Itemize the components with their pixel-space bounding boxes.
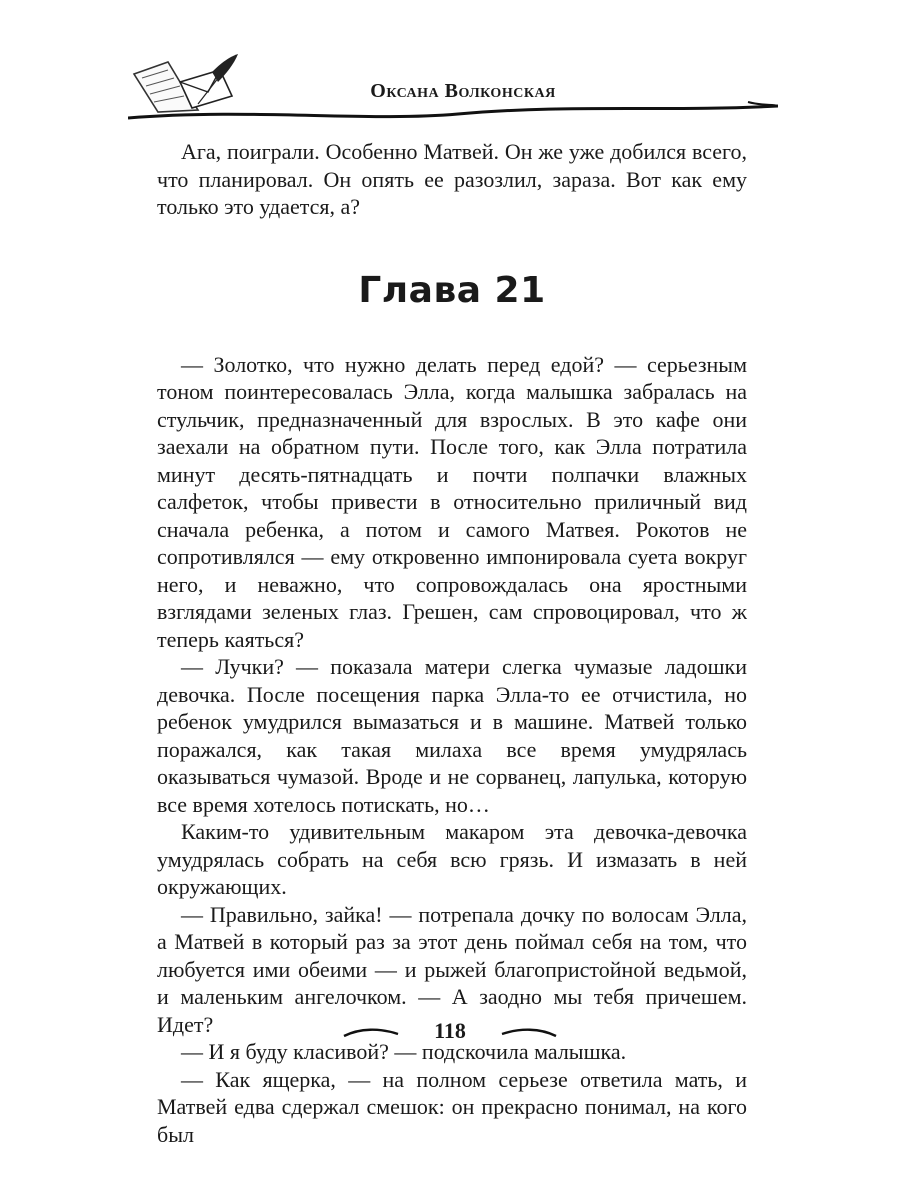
page-body	[157, 138, 747, 1148]
running-header	[128, 52, 778, 124]
paragraph: — Правильно, зайка! — потрепала дочку по волосам Элла, а Матвей в который раз за этот день поймал себя на том, что любуется ими обеими — и рыжей благопристойной ведьмой, и маленьким ангелочком. — А заодно мы тебя причешем. Идет?	[157, 901, 747, 1037]
author-name: Оксана Волконская	[370, 80, 556, 102]
paragraph: — И я буду класивой? — подскочила малышка.	[181, 1039, 627, 1064]
intro-paragraph: Ага, поиграли. Особенно Матвей. Он же уже добился всего, что планировал. Он опять ее разозлил, зараза. Вот как ему только это удается, а?	[157, 139, 747, 219]
paragraph: — Как ящерка, — на полном серьезе ответила мать, и Матвей едва сдержал смешок: он прекрасно понимал, на кого был	[157, 1066, 747, 1147]
chapter-title: Глава 21	[358, 269, 546, 311]
paragraph: — Золотко, что нужно делать перед едой? — серьезным тоном поинтересовалась Элла, когда малышка забралась на стульчик, предназначенный для взрослых. В это кафе они заехали на обратном пути. После того, как Элла потратила минут десять-пятнадцать и почти полпачки влажных салфеток, чтобы привести в относительно приличный вид сначала ребенка, а потом и самого Матвея. Рокотов не сопротивлялся — ему откровенно импонировала суета вокруг него, и неважно, что сопровождалась она яростными взглядами зеленых глаз. Грешен, сам спровоцировал, что ж теперь каяться?	[157, 351, 747, 652]
paragraph: — Лучки? — показала матери слегка чумазые ладошки девочка. После посещения парка Элла-то ее отчистила, но ребенок умудрился вымазаться и в машине. Матвей только поражался, как такая милаха все время умудрялась оказываться чумазой. Вроде и не сорванец, лапулька, которую все время хотелось потискать, но…	[157, 654, 747, 817]
page-footer	[340, 1014, 560, 1054]
page-number: 118	[434, 1018, 466, 1043]
paragraph: Каким-то удивительным макаром эта девочка-девочка умудрялась собрать на себя всю грязь. И измазать в ней окружающих.	[157, 819, 747, 899]
